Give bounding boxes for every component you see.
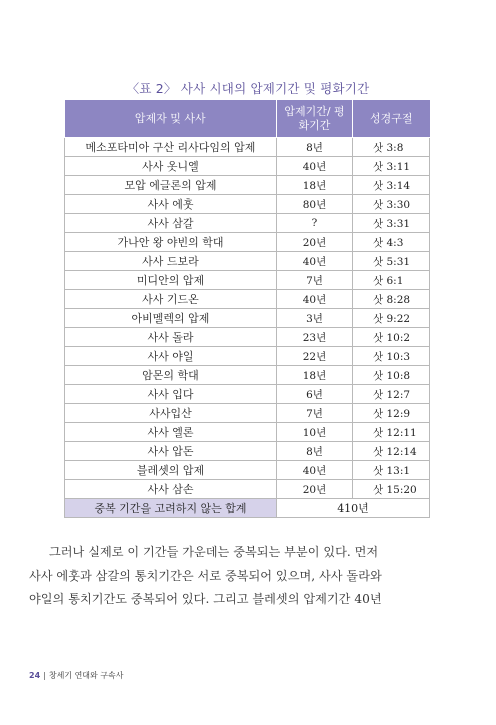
row-period: 40년 <box>277 290 353 309</box>
table-row <box>65 404 430 423</box>
row-period: 7년 <box>277 271 353 290</box>
row-period: 3년 <box>277 309 353 328</box>
row-scripture: 삿 3:14 <box>353 176 430 195</box>
row-name: 메소포타미아 구산 리사다임의 압제 <box>65 138 277 157</box>
table-row <box>65 442 430 461</box>
row-name: 암몬의 학대 <box>65 366 277 385</box>
row-name: 사사 압돈 <box>65 442 277 461</box>
table-row <box>65 328 430 347</box>
row-name: 가나안 왕 야빈의 학대 <box>65 233 277 252</box>
row-scripture: 삿 12:9 <box>353 404 430 423</box>
table-row <box>65 347 430 366</box>
table-row <box>65 385 430 404</box>
row-period: 7년 <box>277 404 353 423</box>
row-scripture: 삿 12:11 <box>353 423 430 442</box>
body-line-3: 야일의 통치기간도 중복되어 있다. 그리고 블레셋의 압제기간 40년 <box>29 592 382 606</box>
total-label: 중복 기간을 고려하지 않는 합계 <box>65 499 277 518</box>
row-period: 40년 <box>277 157 353 176</box>
row-period: 8년 <box>277 138 353 157</box>
body-paragraph <box>29 541 469 612</box>
table-header-row <box>65 100 430 138</box>
header-period: 압제기간/ 평화기간 <box>277 100 353 138</box>
table-row <box>65 157 430 176</box>
book-title: 창세기 연대와 구속사 <box>48 671 124 680</box>
table-row <box>65 423 430 442</box>
row-scripture: 삿 15:20 <box>353 480 430 499</box>
row-name: 사사입산 <box>65 404 277 423</box>
table-row <box>65 366 430 385</box>
row-scripture: 삿 12:14 <box>353 442 430 461</box>
row-scripture: 삿 5:31 <box>353 252 430 271</box>
row-scripture: 삿 12:7 <box>353 385 430 404</box>
row-scripture: 삿 10:8 <box>353 366 430 385</box>
table-row <box>65 176 430 195</box>
row-name: 사사 에훗 <box>65 195 277 214</box>
body-line-2: 사사 에훗과 삼갈의 통치기간은 서로 중복되어 있으며, 사사 돌라와 <box>29 568 382 583</box>
row-period: 18년 <box>277 176 353 195</box>
row-period: 18년 <box>277 366 353 385</box>
row-period: 22년 <box>277 347 353 366</box>
table-row <box>65 271 430 290</box>
row-period: 80년 <box>277 195 353 214</box>
row-scripture: 삿 8:28 <box>353 290 430 309</box>
row-name: 블레셋의 압제 <box>65 461 277 480</box>
table-row <box>65 233 430 252</box>
row-period: 10년 <box>277 423 353 442</box>
row-name: 미디안의 압제 <box>65 271 277 290</box>
page-number: 24 <box>29 671 41 680</box>
row-scripture: 삿 3:8 <box>353 138 430 157</box>
row-name: 사사 기드온 <box>65 290 277 309</box>
table-row <box>65 252 430 271</box>
row-period: 40년 <box>277 252 353 271</box>
table-caption: 〈표 2〉 사사 시대의 압제기간 및 평화기간 <box>126 81 370 96</box>
table-row <box>65 195 430 214</box>
table-row <box>65 138 430 157</box>
row-period: 6년 <box>277 385 353 404</box>
table-body <box>65 138 430 499</box>
row-scripture: 삿 10:2 <box>353 328 430 347</box>
table-row <box>65 214 430 233</box>
footer-separator: | <box>43 671 46 680</box>
row-name: 사사 삼갈 <box>65 214 277 233</box>
row-scripture: 삿 4:3 <box>353 233 430 252</box>
row-name: 사사 삼손 <box>65 480 277 499</box>
table-row <box>65 290 430 309</box>
row-scripture: 삿 13:1 <box>353 461 430 480</box>
row-period: 8년 <box>277 442 353 461</box>
row-name: 아비멜렉의 압제 <box>65 309 277 328</box>
row-scripture: 삿 9:22 <box>353 309 430 328</box>
table-row <box>65 461 430 480</box>
row-name: 사사 옷니엘 <box>65 157 277 176</box>
page-footer <box>29 670 123 681</box>
total-value: 410년 <box>277 499 430 518</box>
table-row <box>65 480 430 499</box>
row-name: 사사 돌라 <box>65 328 277 347</box>
row-scripture: 삿 3:11 <box>353 157 430 176</box>
header-oppressor-judge: 압제자 및 사사 <box>65 100 277 138</box>
row-period: 20년 <box>277 233 353 252</box>
row-scripture: 삿 10:3 <box>353 347 430 366</box>
row-name: 사사 야일 <box>65 347 277 366</box>
row-period: 40년 <box>277 461 353 480</box>
table-row <box>65 309 430 328</box>
row-name: 사사 엘론 <box>65 423 277 442</box>
oppression-peace-table <box>64 99 430 518</box>
total-row <box>65 499 430 518</box>
row-scripture: 삿 3:31 <box>353 214 430 233</box>
row-name: 사사 입다 <box>65 385 277 404</box>
row-scripture: 삿 6:1 <box>353 271 430 290</box>
row-scripture: 삿 3:30 <box>353 195 430 214</box>
row-name: 사사 드보라 <box>65 252 277 271</box>
row-period: 23년 <box>277 328 353 347</box>
row-period: ? <box>277 214 353 233</box>
row-name: 모압 에글론의 압제 <box>65 176 277 195</box>
header-scripture: 성경구절 <box>353 100 430 138</box>
body-line-1: 그러나 실제로 이 기간들 가운데는 중복되는 부분이 있다. 먼저 <box>49 545 379 559</box>
row-period: 20년 <box>277 480 353 499</box>
